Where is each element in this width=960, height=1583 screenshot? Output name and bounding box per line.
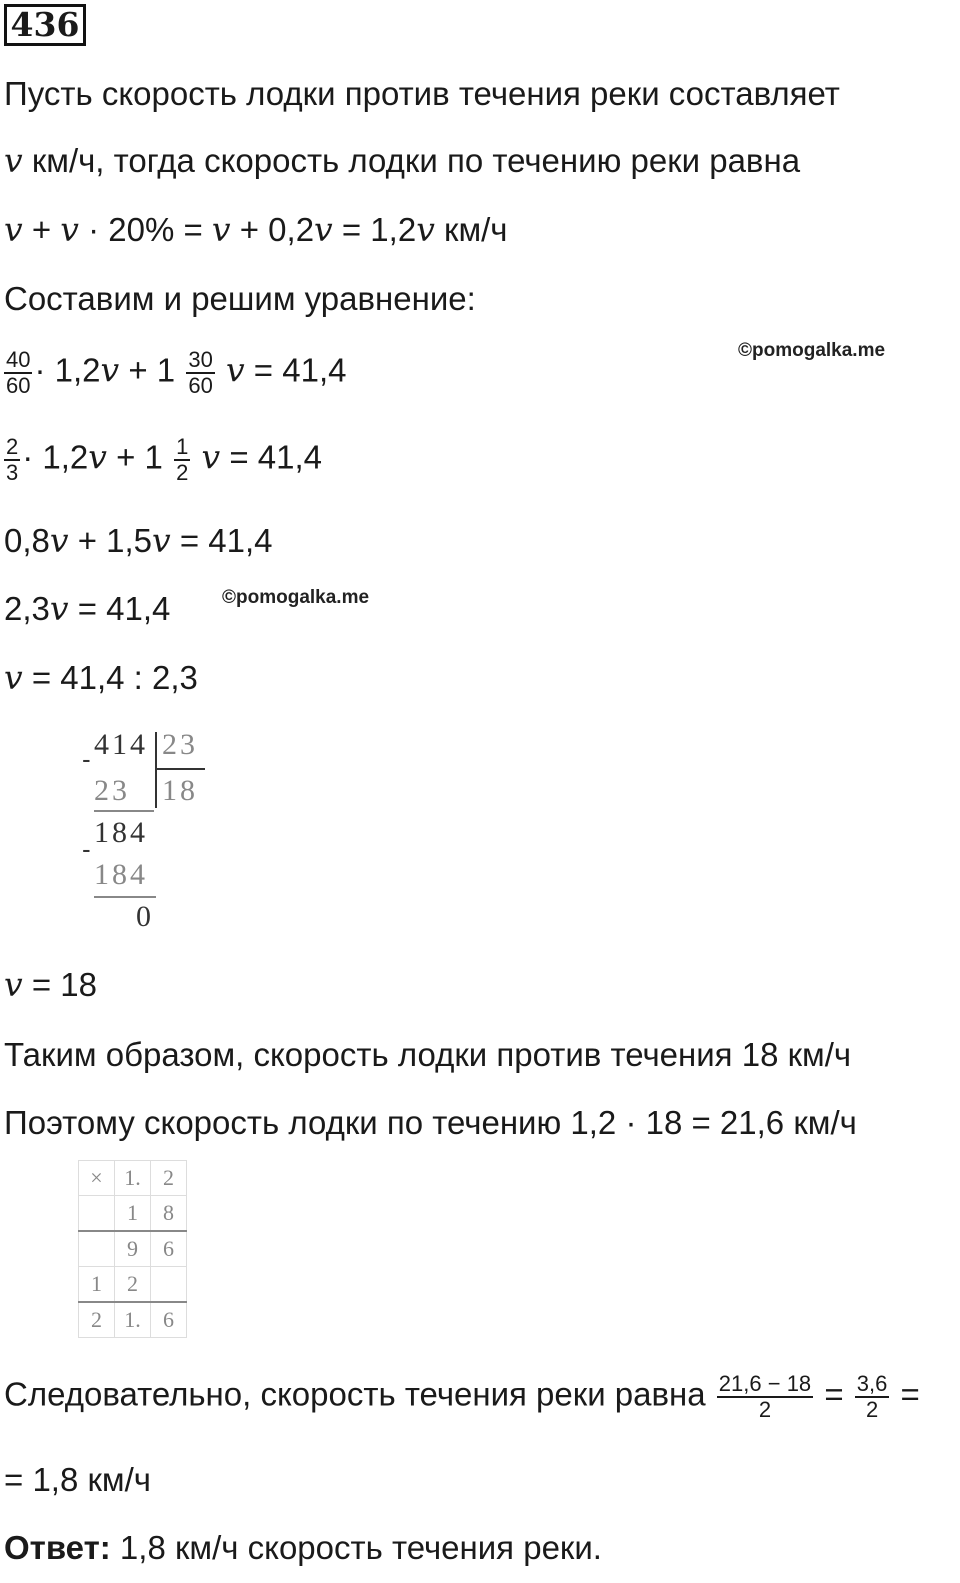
multiplication-cell: ×	[79, 1161, 115, 1196]
text-line-2	[4, 141, 800, 181]
division-bar-vertical	[155, 732, 157, 808]
denominator: 60	[6, 373, 31, 398]
denominator: 3	[6, 460, 19, 485]
multiplication-cell: 2	[79, 1302, 115, 1338]
variable-v: v	[152, 521, 171, 560]
text-segment: =	[891, 1375, 920, 1413]
variable-v: v	[4, 965, 23, 1004]
multiplication-row	[79, 1302, 187, 1338]
text-segment: = 41,4	[170, 522, 273, 559]
numerator: 2	[6, 434, 19, 459]
text-segment: = 18	[22, 966, 97, 1003]
variable-v: v	[60, 210, 79, 249]
multiplication-row	[79, 1196, 187, 1232]
minus-sign: -	[82, 834, 91, 864]
fraction	[174, 435, 190, 485]
multiplication-cell: 2	[115, 1267, 151, 1303]
equation-3	[4, 521, 273, 561]
problem-number: 436	[4, 4, 86, 46]
text-segment: = 1,2	[332, 211, 417, 248]
variable-v: v	[88, 437, 107, 477]
multiplication-cell: 1.	[115, 1302, 151, 1338]
multiplication-row	[79, 1267, 187, 1303]
equation-6	[4, 965, 97, 1005]
variable-v: v	[100, 350, 120, 390]
text-segment: · 20% =	[78, 211, 212, 248]
text-segment: Следовательно, скорость течения реки равна	[4, 1375, 715, 1413]
watermark: ©pomogalka.me	[222, 587, 370, 608]
equation-4	[4, 589, 170, 629]
variable-v: v	[4, 141, 23, 180]
text-segment: = 41,4	[244, 351, 347, 389]
quotient: 18	[162, 774, 198, 807]
multiplication-cell: 6	[151, 1231, 187, 1267]
multiplication-cell: 1	[115, 1196, 151, 1232]
variable-v: v	[4, 210, 23, 249]
conclusion-2: Поэтому скорость лодки по течению 1,2 · 18 = 21,6 км/ч	[4, 1104, 857, 1141]
fraction	[855, 1372, 890, 1422]
multiplication-cell: 1.	[115, 1161, 151, 1196]
multiplication-row	[79, 1161, 187, 1196]
multiplication-cell	[79, 1231, 115, 1267]
text-segment: = 41,4 : 2,3	[22, 659, 198, 696]
variable-v: v	[201, 437, 221, 477]
text-segment: км/ч, тогда скорость лодки по течению реки равна	[22, 142, 801, 179]
text-segment: км/ч	[434, 211, 508, 248]
numerator: 30	[188, 347, 213, 372]
text-segment: + 1,5	[68, 522, 153, 559]
fraction	[4, 348, 32, 398]
variable-v: v	[225, 350, 245, 390]
multiplication-row	[79, 1231, 187, 1267]
remainder-2: 0	[136, 900, 154, 933]
division-rule	[94, 896, 156, 898]
dividend: 414	[94, 728, 148, 761]
numerator: 3,6	[856, 1371, 888, 1396]
division-rule	[94, 810, 154, 812]
divisor: 23	[162, 728, 198, 761]
multiplication-body	[79, 1161, 187, 1338]
final-statement	[4, 1372, 920, 1422]
answer-label: Ответ:	[4, 1529, 111, 1566]
answer	[4, 1528, 602, 1568]
text-segment: · 1,2	[22, 438, 89, 476]
multiplication-cell: 8	[151, 1196, 187, 1232]
text-segment: + 1	[106, 438, 163, 476]
text-segment: + 0,2	[230, 211, 315, 248]
multiplication-cell: 9	[115, 1231, 151, 1267]
text-segment: = 41,4	[68, 590, 171, 627]
denominator: 2	[855, 1396, 890, 1422]
subtrahend-1: 23	[94, 774, 130, 807]
variable-v: v	[4, 658, 23, 697]
text-segment: + 1	[119, 351, 176, 389]
multiplication-cell	[79, 1196, 115, 1232]
text-segment: 2,3	[4, 590, 50, 627]
variable-v: v	[211, 210, 231, 249]
text-segment: · 1,2	[34, 351, 101, 389]
watermark: ©pomogalka.me	[738, 340, 886, 361]
conclusion-1: Таким образом, скорость лодки против течения 18 км/ч	[4, 1036, 852, 1073]
equation-2	[2, 435, 322, 485]
final-result: = 1,8 км/ч	[4, 1461, 151, 1498]
fraction	[4, 435, 20, 485]
equation-1	[2, 348, 346, 398]
numerator: 21,6 − 18	[718, 1371, 812, 1396]
multiplication-cell: 2	[151, 1161, 187, 1196]
text-segment: = 41,4	[220, 438, 323, 476]
variable-v: v	[49, 589, 69, 628]
subtrahend-2: 184	[94, 858, 148, 891]
denominator: 2	[717, 1396, 813, 1422]
denominator: 2	[176, 460, 189, 485]
multiplication-cell	[151, 1267, 187, 1303]
multiplication-cell: 1	[79, 1267, 115, 1303]
remainder-1: 184	[94, 816, 148, 849]
text-segment: =	[815, 1375, 853, 1413]
long-division	[80, 728, 220, 938]
multiplication-cell: 6	[151, 1302, 187, 1338]
minus-sign: -	[82, 744, 91, 774]
speed-expression	[4, 210, 508, 250]
text-segment: 0,8	[4, 522, 50, 559]
answer-text: 1,8 км/ч скорость течения реки.	[110, 1529, 602, 1566]
denominator: 60	[188, 373, 213, 398]
variable-v: v	[314, 210, 333, 249]
numerator: 40	[6, 347, 31, 372]
variable-v: v	[416, 210, 435, 249]
text-line-4: Составим и решим уравнение:	[4, 280, 476, 317]
fraction	[186, 348, 214, 398]
equation-5	[4, 658, 198, 698]
multiplication-table	[78, 1160, 187, 1338]
division-bar-horizontal	[155, 768, 205, 770]
fraction	[717, 1372, 813, 1422]
text-segment: +	[22, 211, 61, 248]
numerator: 1	[176, 434, 189, 459]
text-line-1: Пусть скорость лодки против течения реки составляет	[4, 75, 840, 112]
variable-v: v	[49, 521, 69, 560]
